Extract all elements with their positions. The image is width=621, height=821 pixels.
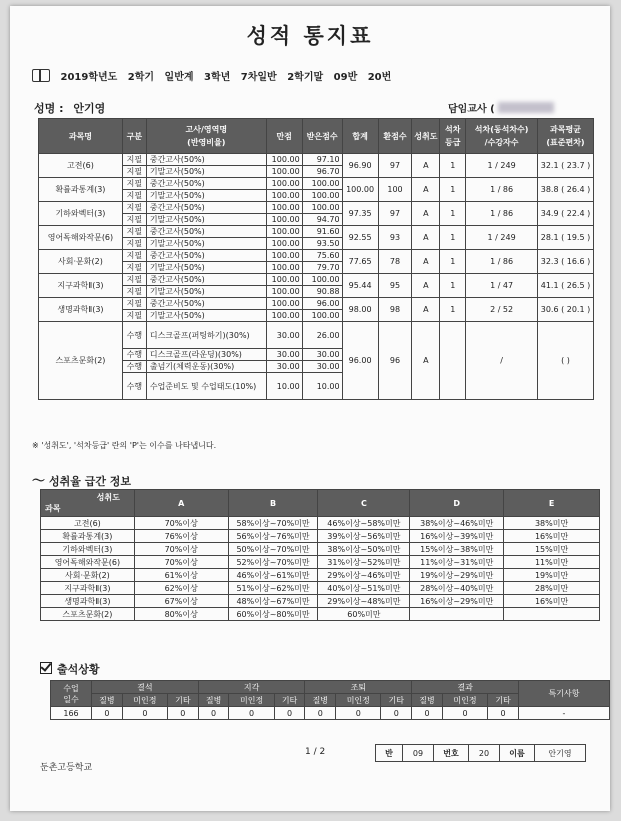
subject-grade: 1 — [440, 178, 466, 202]
att-sub-header: 기타 — [381, 694, 412, 707]
max-score-cell: 100.00 — [266, 190, 302, 202]
grade-row — [39, 178, 594, 190]
category-cell: 지필 — [122, 202, 146, 214]
subject-sum: 96.00 — [342, 322, 378, 400]
subject-sum: 95.44 — [342, 274, 378, 298]
ach-range: 70%이상 — [134, 517, 228, 530]
max-score-cell: 100.00 — [266, 262, 302, 274]
category-cell: 수행 — [122, 373, 146, 400]
max-score-cell: 100.00 — [266, 238, 302, 250]
subject-avg: 28.1 ( 19.5 ) — [537, 226, 593, 250]
exam-name-cell: 출넘기(체력운동)(30%) — [146, 361, 266, 373]
ach-subject: 스포츠문화(2) — [41, 608, 135, 621]
ach-header-top: 성취도 — [96, 493, 120, 502]
ach-range: 15%미만 — [504, 543, 600, 556]
max-score-cell: 100.00 — [266, 274, 302, 286]
subject-rank: 1 / 47 — [466, 274, 538, 298]
att-title-text: 출석상황 — [57, 663, 100, 676]
ach-range: 46%이상~61%미만 — [228, 569, 318, 582]
info-curriculum: 7차일반 — [240, 72, 277, 83]
att-value: 0 — [92, 707, 123, 720]
subject-ach: A — [412, 154, 440, 178]
subject-name: 고전(6) — [39, 154, 123, 178]
grade-row — [39, 274, 594, 286]
name-value-footer: 안기영 — [535, 745, 586, 762]
subject-rank: / — [466, 322, 538, 400]
exam-name-cell: 중간고사(50%) — [146, 250, 266, 262]
grades-header-cell: 석차(동석차수) /수강자수 — [466, 119, 538, 154]
ach-range: 46%이상~58%미만 — [318, 517, 410, 530]
ach-subject: 생명과학Ⅱ(3) — [41, 595, 135, 608]
subject-conv: 93 — [378, 226, 412, 250]
subject-ach: A — [412, 298, 440, 322]
subject-sum: 100.00 — [342, 178, 378, 202]
ach-range — [410, 608, 504, 621]
ach-range: 40%이상~51%미만 — [318, 582, 410, 595]
att-header-row — [51, 681, 610, 694]
subject-conv: 96 — [378, 322, 412, 400]
ach-range: 11%이상~31%미만 — [410, 556, 504, 569]
max-score-cell: 100.00 — [266, 154, 302, 166]
max-score-cell: 100.00 — [266, 286, 302, 298]
ach-row — [41, 556, 600, 569]
att-sub-header: 기타 — [488, 694, 519, 707]
category-cell: 지필 — [122, 250, 146, 262]
grades-header-cell: 만점 — [266, 119, 302, 154]
ach-row — [41, 608, 600, 621]
category-cell: 지필 — [122, 178, 146, 190]
ach-range: 76%이상 — [134, 530, 228, 543]
subject-grade: 1 — [440, 250, 466, 274]
achievement-section-title — [32, 470, 131, 489]
exam-name-cell: 중간고사(50%) — [146, 298, 266, 310]
ach-range: 15%이상~38%미만 — [410, 543, 504, 556]
att-value: 0 — [442, 707, 487, 720]
info-semester: 2학기 — [127, 72, 155, 83]
footer-student-box — [375, 744, 586, 762]
exam-name-cell: 중간고사(50%) — [146, 154, 266, 166]
score-cell: 97.10 — [302, 154, 342, 166]
max-score-cell: 100.00 — [266, 166, 302, 178]
exam-name-cell: 디스크골프(퍼팅하기)(30%) — [146, 322, 266, 349]
ach-range: 19%미만 — [504, 569, 600, 582]
grades-header-cell: 합계 — [342, 119, 378, 154]
category-cell: 지필 — [122, 274, 146, 286]
subject-avg: 32.1 ( 23.7 ) — [537, 154, 593, 178]
exam-name-cell: 기말고사(50%) — [146, 214, 266, 226]
ach-range: 38%미만 — [504, 517, 600, 530]
att-sub-header: 기타 — [274, 694, 305, 707]
att-value: 0 — [305, 707, 336, 720]
max-score-cell: 30.00 — [266, 349, 302, 361]
max-score-cell: 10.00 — [266, 373, 302, 400]
ach-range: 62%이상 — [134, 582, 228, 595]
ach-diagonal-header — [41, 490, 135, 517]
ach-range: 16%이상~29%미만 — [410, 595, 504, 608]
subject-name: 사회·문화(2) — [39, 250, 123, 274]
subject-avg: 34.9 ( 22.4 ) — [537, 202, 593, 226]
max-score-cell: 100.00 — [266, 202, 302, 214]
max-score-cell: 30.00 — [266, 322, 302, 349]
ach-range: 51%이상~62%미만 — [228, 582, 318, 595]
subject-avg: 30.6 ( 20.1 ) — [537, 298, 593, 322]
ach-range: 67%이상 — [134, 595, 228, 608]
grades-header-cell: 성취도 — [412, 119, 440, 154]
ach-range: 16%이상~39%미만 — [410, 530, 504, 543]
category-cell: 수행 — [122, 349, 146, 361]
grades-header-cell: 환점수 — [378, 119, 412, 154]
number-label: 번호 — [434, 745, 469, 762]
ach-subject: 확률과통계(3) — [41, 530, 135, 543]
subject-ach: A — [412, 202, 440, 226]
att-group-header: 결석 — [92, 681, 199, 694]
ach-row — [41, 530, 600, 543]
grade-row — [39, 322, 594, 349]
ach-title-text: 성취율 급간 정보 — [49, 475, 132, 488]
info-year: 2019학년도 — [60, 72, 118, 83]
subject-ach: A — [412, 178, 440, 202]
att-note-header: 특기사항 — [519, 681, 610, 707]
school-name: 둔촌고등학교 — [40, 763, 93, 773]
att-value: 0 — [229, 707, 274, 720]
subject-grade: 1 — [440, 274, 466, 298]
max-score-cell: 100.00 — [266, 250, 302, 262]
book-icon — [32, 69, 50, 82]
grades-header-cell: 고사/영역명 (반영비율) — [146, 119, 266, 154]
att-value: 0 — [167, 707, 198, 720]
att-sub-header: 미인정 — [336, 694, 381, 707]
exam-name-cell: 수업준비도 및 수업태도(10%) — [146, 373, 266, 400]
category-cell: 지필 — [122, 154, 146, 166]
subject-avg: 32.3 ( 16.6 ) — [537, 250, 593, 274]
ach-range: 70%이상 — [134, 556, 228, 569]
subject-sum: 92.55 — [342, 226, 378, 250]
att-value: 0 — [336, 707, 381, 720]
exam-name-cell: 기말고사(50%) — [146, 262, 266, 274]
exam-name-cell: 중간고사(50%) — [146, 202, 266, 214]
teacher-label: 담임교사 ( — [448, 104, 495, 115]
ach-grade-header: C — [318, 490, 410, 517]
subject-name: 지구과학Ⅱ(3) — [39, 274, 123, 298]
category-cell: 지필 — [122, 226, 146, 238]
score-cell: 100.00 — [302, 310, 342, 322]
ach-range: 11%미만 — [504, 556, 600, 569]
class-value: 09 — [403, 745, 434, 762]
max-score-cell: 100.00 — [266, 226, 302, 238]
grades-table — [38, 118, 594, 400]
score-cell: 100.00 — [302, 202, 342, 214]
ach-range: 38%이상~46%미만 — [410, 517, 504, 530]
att-sub-header: 질병 — [412, 694, 443, 707]
att-group-header: 지각 — [198, 681, 305, 694]
att-value: 0 — [122, 707, 167, 720]
att-sub-header: 미인정 — [122, 694, 167, 707]
class-label: 반 — [376, 745, 403, 762]
score-cell: 94.70 — [302, 214, 342, 226]
subject-conv: 97 — [378, 202, 412, 226]
category-cell: 지필 — [122, 166, 146, 178]
trend-icon: 〜 — [32, 474, 46, 489]
subject-sum: 96.90 — [342, 154, 378, 178]
achievement-note: ※ '성취도', '석차등급' 란의 'P'는 이수를 나타냅니다. — [32, 441, 217, 450]
subject-name: 스포츠문화(2) — [39, 322, 123, 400]
score-cell: 96.00 — [302, 298, 342, 310]
subject-avg: 41.1 ( 26.5 ) — [537, 274, 593, 298]
ach-subject: 영어독해와작문(6) — [41, 556, 135, 569]
att-sub-header: 미인정 — [229, 694, 274, 707]
exam-name-cell: 기말고사(50%) — [146, 238, 266, 250]
grades-header-cell: 과목명 — [39, 119, 123, 154]
student-name-line — [34, 100, 105, 116]
ach-range: 60%이상~80%미만 — [228, 608, 318, 621]
page-number: 1 / 2 — [305, 747, 326, 757]
ach-subject: 기하와벡터(3) — [41, 543, 135, 556]
grade-row — [39, 154, 594, 166]
ach-range: 16%미만 — [504, 530, 600, 543]
ach-grade-header: E — [504, 490, 600, 517]
grade-row — [39, 298, 594, 310]
subject-ach: A — [412, 250, 440, 274]
subject-rank: 1 / 249 — [466, 226, 538, 250]
subject-sum: 98.00 — [342, 298, 378, 322]
att-value: 166 — [51, 707, 92, 720]
score-cell: 96.70 — [302, 166, 342, 178]
page-title: 성적 통지표 — [246, 24, 374, 48]
att-sub-header: 기타 — [167, 694, 198, 707]
ach-range: 29%이상~48%미만 — [318, 595, 410, 608]
att-sub-header: 질병 — [305, 694, 336, 707]
number-value: 20 — [469, 745, 500, 762]
ach-range: 38%이상~50%미만 — [318, 543, 410, 556]
exam-name-cell: 중간고사(50%) — [146, 274, 266, 286]
ach-range: 39%이상~56%미만 — [318, 530, 410, 543]
info-number: 20번 — [367, 72, 392, 83]
score-cell: 93.50 — [302, 238, 342, 250]
score-cell: 75.60 — [302, 250, 342, 262]
ach-range: 19%이상~29%미만 — [410, 569, 504, 582]
subject-ach: A — [412, 226, 440, 250]
subject-rank: 1 / 249 — [466, 154, 538, 178]
ach-row — [41, 582, 600, 595]
max-score-cell: 100.00 — [266, 298, 302, 310]
grades-header-cell: 과목평균 (표준편차) — [537, 119, 593, 154]
category-cell: 지필 — [122, 214, 146, 226]
score-cell: 30.00 — [302, 349, 342, 361]
grade-row — [39, 226, 594, 238]
subject-conv: 95 — [378, 274, 412, 298]
redacted-teacher-name — [498, 102, 554, 113]
ach-range: 31%이상~52%미만 — [318, 556, 410, 569]
ach-subject: 지구과학Ⅱ(3) — [41, 582, 135, 595]
max-score-cell: 100.00 — [266, 214, 302, 226]
subject-grade: 1 — [440, 154, 466, 178]
att-sub-header: 질병 — [92, 694, 123, 707]
checkbox-icon — [40, 662, 52, 674]
term-info — [32, 68, 398, 83]
info-grade: 3학년 — [204, 72, 231, 83]
subject-avg: 38.8 ( 26.4 ) — [537, 178, 593, 202]
subject-rank: 1 / 86 — [466, 178, 538, 202]
grades-header-cell: 석차 등급 — [440, 119, 466, 154]
category-cell: 지필 — [122, 262, 146, 274]
subject-conv: 98 — [378, 298, 412, 322]
ach-row — [41, 543, 600, 556]
ach-range: 28%미만 — [504, 582, 600, 595]
ach-range: 61%이상 — [134, 569, 228, 582]
ach-range: 50%이상~70%미만 — [228, 543, 318, 556]
grades-header-cell: 받은점수 — [302, 119, 342, 154]
score-cell: 100.00 — [302, 178, 342, 190]
attendance-section-title — [40, 661, 100, 677]
score-cell: 30.00 — [302, 361, 342, 373]
name-label-footer: 이름 — [500, 745, 535, 762]
score-cell: 26.00 — [302, 322, 342, 349]
att-value: 0 — [412, 707, 443, 720]
grade-row — [39, 250, 594, 262]
ach-grade-header: B — [228, 490, 318, 517]
subject-conv: 100 — [378, 178, 412, 202]
category-cell: 수행 — [122, 322, 146, 349]
subject-sum: 97.35 — [342, 202, 378, 226]
att-group-header: 조퇴 — [305, 681, 412, 694]
achievement-table — [40, 489, 600, 621]
category-cell: 지필 — [122, 190, 146, 202]
score-cell: 79.70 — [302, 262, 342, 274]
ach-row — [41, 595, 600, 608]
subject-grade: 1 — [440, 202, 466, 226]
subject-rank: 1 / 86 — [466, 202, 538, 226]
subject-name: 확률과통계(3) — [39, 178, 123, 202]
category-cell: 지필 — [122, 298, 146, 310]
category-cell: 지필 — [122, 238, 146, 250]
att-value: 0 — [274, 707, 305, 720]
student-name: 안기영 — [73, 102, 106, 115]
exam-name-cell: 기말고사(50%) — [146, 190, 266, 202]
subject-name: 영어독해와작문(6) — [39, 226, 123, 250]
ach-range: 70%이상 — [134, 543, 228, 556]
att-sub-header: 미인정 — [442, 694, 487, 707]
subject-name: 생명과학Ⅱ(3) — [39, 298, 123, 322]
category-cell: 지필 — [122, 286, 146, 298]
ach-range: 56%이상~76%미만 — [228, 530, 318, 543]
exam-name-cell: 중간고사(50%) — [146, 226, 266, 238]
ach-range: 48%이상~67%미만 — [228, 595, 318, 608]
ach-range: 28%이상~40%미만 — [410, 582, 504, 595]
att-value: 0 — [381, 707, 412, 720]
ach-grade-header: D — [410, 490, 504, 517]
ach-range: 52%이상~70%미만 — [228, 556, 318, 569]
att-days-header: 수업 일수 — [51, 681, 92, 707]
teacher-line — [448, 100, 554, 115]
name-label: 성명 : — [34, 102, 64, 115]
attendance-table — [50, 680, 610, 720]
subject-rank: 1 / 86 — [466, 250, 538, 274]
ach-row — [41, 569, 600, 582]
subject-grade: 1 — [440, 298, 466, 322]
ach-range: 16%미만 — [504, 595, 600, 608]
subject-ach: A — [412, 322, 440, 400]
ach-range: 58%이상~70%미만 — [228, 517, 318, 530]
att-sub-header: 질병 — [198, 694, 229, 707]
info-track: 일반계 — [164, 72, 194, 83]
report-card-page — [10, 6, 610, 811]
max-score-cell: 30.00 — [266, 361, 302, 373]
info-exam: 2학기말 — [287, 72, 324, 83]
subject-sum: 77.65 — [342, 250, 378, 274]
category-cell: 지필 — [122, 310, 146, 322]
ach-range: 60%미만 — [318, 608, 410, 621]
att-value: 0 — [198, 707, 229, 720]
subject-ach: A — [412, 274, 440, 298]
subject-conv: 78 — [378, 250, 412, 274]
grade-row — [39, 202, 594, 214]
subject-rank: 2 / 52 — [466, 298, 538, 322]
exam-name-cell: 중간고사(50%) — [146, 178, 266, 190]
category-cell: 수행 — [122, 361, 146, 373]
score-cell: 90.88 — [302, 286, 342, 298]
exam-name-cell: 기말고사(50%) — [146, 166, 266, 178]
ach-grade-header: A — [134, 490, 228, 517]
ach-range — [504, 608, 600, 621]
att-value: - — [519, 707, 610, 720]
subject-grade — [440, 322, 466, 400]
score-cell: 91.60 — [302, 226, 342, 238]
exam-name-cell: 기말고사(50%) — [146, 310, 266, 322]
subject-conv: 97 — [378, 154, 412, 178]
ach-header-bottom: 과목 — [45, 504, 61, 513]
ach-row — [41, 517, 600, 530]
max-score-cell: 100.00 — [266, 310, 302, 322]
score-cell: 100.00 — [302, 190, 342, 202]
subject-name: 기하와벡터(3) — [39, 202, 123, 226]
info-class: 09반 — [333, 72, 358, 83]
subject-avg: ( ) — [537, 322, 593, 400]
ach-subject: 고전(6) — [41, 517, 135, 530]
ach-range: 80%이상 — [134, 608, 228, 621]
score-cell: 100.00 — [302, 274, 342, 286]
ach-subject: 사회·문화(2) — [41, 569, 135, 582]
att-value: 0 — [488, 707, 519, 720]
max-score-cell: 100.00 — [266, 178, 302, 190]
subject-grade: 1 — [440, 226, 466, 250]
exam-name-cell: 디스크골프(라운딩)(30%) — [146, 349, 266, 361]
exam-name-cell: 기말고사(50%) — [146, 286, 266, 298]
att-group-header: 결과 — [412, 681, 519, 694]
grades-header-cell: 구분 — [122, 119, 146, 154]
score-cell: 10.00 — [302, 373, 342, 400]
ach-range: 29%이상~46%미만 — [318, 569, 410, 582]
